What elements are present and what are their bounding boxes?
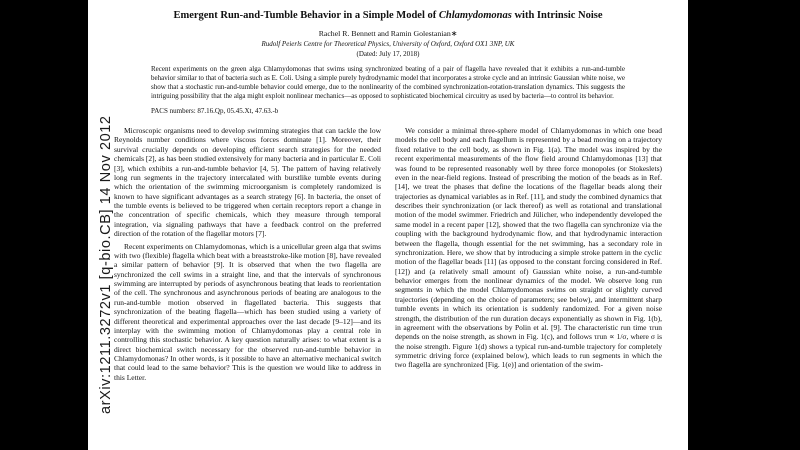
paragraph: Microscopic organisms need to develop swimming strategies that can tackle the low Reynolds number conditions where viscous forces dominate [1]. Moreover, their survival crucially depends on developing efficient search strategies for the needed chemicals [2], as has been studied extensively for many bacteria and in particular E. Coli [3], which exhibits a run-and-tumble behavior [4, 5]. The pattern of having relatively long run segments in the trajectory intercalated with burstlike tumble events during which the orientation of the swimming microorganism is completely randomized is known to have significant advantages as a search strategy [6]. In bacteria, the onset of the tumble events is believed to be triggered when certain receptors report a change in the concentration of specific chemicals, which they measure through temporal integration, via signaling pathways that have a feedback control on the preferred direction of the rotation of the flagellar motors [7].: [114, 126, 381, 239]
arxiv-stamp: arXiv:1211.3272v1 [q-bio.CB] 14 Nov 2012: [98, 115, 114, 414]
date-line: (Dated: July 17, 2018): [356, 49, 420, 58]
affiliation-line: Rudolf Peierls Centre for Theoretical Physics, University of Oxford, Oxford OX1 3NP, UK: [261, 39, 515, 48]
pacs-line: PACS numbers: 87.16.Qp, 05.45.Xt, 47.63.-b: [151, 107, 279, 116]
paper-page: [88, 0, 688, 450]
body-columns: [88, 126, 688, 382]
column-left: [114, 126, 381, 382]
title-text-post: with Intrinsic Noise: [511, 10, 603, 21]
paragraph: We consider a minimal three-sphere model of Chlamydomonas in which one bead models the cell body and each flagellum is represented by a bead moving on a trajectory fixed relative to the cell body, as shown in Fig. 1(a). The model was inspired by the recent experimental measurements of the flow field around Chlamydomonas [13] that was found to be represented reasonably well by three force monopoles (or Stokeslets) even in the near-field regions. Instead of prescribing the motion of the beads as in Ref. [14], we treat the phases that define the locations of the flagellar beads along their trajectories as dynamical variables as in Ref. [11], and study the combined dynamics that describes their synchronization (or lack thereof) as well as rotational and translational motion of the model swimmer. Friedrich and Jülicher, who independently developed the same model in a recent paper [12], showed that the two flagella can synchronize via the coupling with the background hydrodynamic flow, and that hydrodynamic interaction between the flagella, though essential for the net swimming, has a secondary role in synchronization. Here, we show that by introducing a simple stroke pattern in the cyclic motion of the flagellar beads [11] (as opposed to the constant forcing considered in Ref. [12]) and (a relatively small amount of) Gaussian white noise, a run-and-tumble behavior emerges from the nonlinear dynamics of the model. We observe long run segments in which the model Chlamydomonas swims on straight or slightly curved trajectories (depending on the choice of parameters; see below), and intermittent sharp tumble events in which its orientation is suddenly randomized. For a given noise strength, the distribution of the run duration decays exponentially as shown in Fig. 1(b), in agreement with the observations by Polin et al. [9]. The characteristic run time τrun depends on the noise strength, as shown in Fig. 1(c), and follows τrun ∝ 1/σ, where σ is the noise strength. Figure 1(d) shows a typical run-and-tumble trajectory for completely symmetric driving force (explained below), which leads to run segments in which the two flagella are synchronized [Fig. 1(e)] and orientation of the swim-: [395, 126, 662, 370]
abstract-text: Recent experiments on the green alga Chlamydomonas that swims using synchronized beating of a pair of flagella have revealed that it exhibits a run-and-tumble behavior similar to that of bacteria such as E. Coli. Using a simple purely hydrodynamic model that incorporates a stroke cycle and an intrinsic Gaussian white noise, we show that a stochastic run-and-tumble behavior could emerge, due to the nonlinearity of the combined synchronization-rotation-translation dynamics. This suggests the intriguing possibility that the alga might exploit nonlinear mechanics—as opposed to sophisticated biochemical circuitry as used by bacteria—to control its behavior.: [151, 64, 625, 100]
authors-line: Rachel R. Bennett and Ramin Golestanian∗: [318, 28, 458, 38]
title-text-pre: Emergent Run-and-Tumble Behavior in a Simple Model of: [173, 10, 439, 21]
title-text-italic: Chlamydomonas: [438, 10, 512, 21]
paper-content: [88, 0, 688, 382]
column-right: [395, 126, 662, 382]
paper-title: [168, 9, 608, 23]
paragraph: Recent experiments on Chlamydomonas, which is a unicellular green alga that swims with two (flexible) flagella which beat with a breaststroke-like motion [8], have revealed a similar pattern of behavior [9]. It is observed that when the two flagella are synchronized the cell swims in a straight line, and that the intervals of synchronous swimming are interrupted by periods of asynchronous beating that leads to reorientation of the cell. The synchronous and asynchronous periods of beating are analogous to the run-and-tumble motion observed in flagellated bacteria. This suggests that synchronization of the beating flagella—which has been studied using a variety of different theoretical and experimental approaches over the last decade [9–12]—and its interplay with the swimming motion of Chlamydomonas play a central role in controlling this stochastic behavior. A key question naturally arises: to what extent is a direct biochemical switch necessary for the observed run-and-tumble behavior in Chlamydomonas? In other words, is it possible to have an alternative mechanical switch that could lead to the same behavior? This is the question we would like to address in this Letter.: [114, 241, 381, 382]
